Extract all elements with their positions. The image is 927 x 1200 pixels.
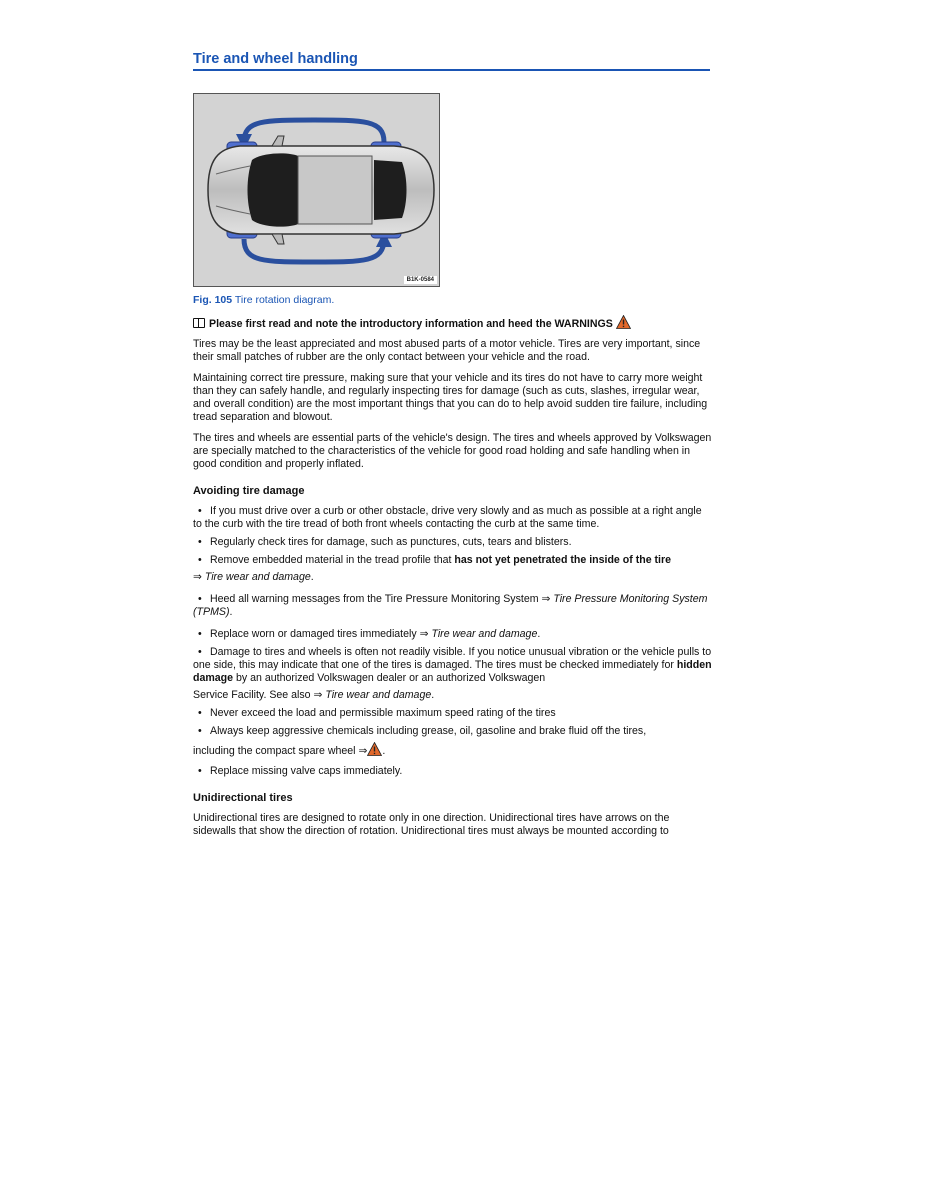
paragraph: Maintaining correct tire pressure, making sure that your vehicle and its tires do not have to carry more weight than they can safely handle, and regularly inspecting tires for damage (such as cuts, slashes, irregular wear, and overall condition) are the most important things that you can do to help avoid sudden tire failure, including tread separation and blowout.	[193, 372, 708, 423]
page-title: Tire and wheel handling	[193, 51, 710, 71]
cross-reference-link[interactable]: Tire wear and damage	[204, 571, 311, 583]
list-item-continuation	[193, 571, 713, 584]
list-item-text: Service Facility. See also ⇒	[193, 689, 326, 701]
bullet-list	[193, 505, 713, 778]
list-item	[193, 593, 713, 619]
bullet: •	[198, 593, 202, 605]
bullet: •	[198, 725, 202, 737]
list-item	[193, 725, 713, 760]
bullet: •	[198, 554, 202, 566]
intro-text: Please first read and note the introductory information and heed the WARNINGS	[209, 318, 613, 330]
list-item-continuation	[193, 689, 713, 702]
punctuation: .	[382, 745, 386, 757]
list-item-text: Replace missing valve caps immediately.	[210, 765, 403, 777]
list-item-text: including the compact spare wheel ⇒	[193, 745, 368, 757]
cross-reference-link[interactable]: Tire Pressure Monitoring System (TPMS)	[193, 593, 708, 618]
list-item-continuation	[193, 742, 713, 760]
list-item	[193, 505, 713, 531]
paragraph: The tires and wheels are essential parts of the vehicle's design. The tires and wheels approved by Volkswagen are specially matched to the characteristics of the vehicle for good road holding and safe handling when in good condition and properly inflated.	[193, 432, 712, 470]
list-item-text: Heed all warning messages from the Tire Pressure Monitoring System ⇒	[210, 593, 554, 605]
arrow-symbol: ⇒	[193, 571, 205, 583]
list-item-text: Never exceed the load and permissible maximum speed rating of the tires	[210, 707, 556, 719]
figure-code: B1K-0584	[404, 276, 437, 284]
rotation-arrow-icon	[244, 120, 384, 142]
figure-caption-text: Tire rotation diagram.	[234, 294, 335, 306]
tire-rotation-figure	[193, 93, 440, 287]
warning-icon[interactable]	[367, 742, 382, 760]
list-item-text: Regularly check tires for damage, such as punctures, cuts, tears and blisters.	[210, 536, 572, 548]
warning-icon[interactable]	[616, 315, 631, 333]
list-item	[193, 554, 713, 584]
intro-notice	[193, 315, 713, 333]
cross-reference-link[interactable]: Tire wear and damage	[325, 689, 432, 701]
list-item-emphasis: hidden damage	[193, 659, 712, 684]
punctuation: .	[431, 689, 435, 701]
section-heading: Unidirectional tires	[193, 792, 293, 804]
punctuation: .	[229, 606, 233, 618]
bullet: •	[198, 505, 202, 517]
punctuation: .	[310, 571, 314, 583]
list-item	[193, 536, 713, 549]
bullet: •	[198, 707, 202, 719]
cross-reference-link[interactable]: Tire wear and damage	[431, 628, 538, 640]
body-content	[193, 315, 713, 846]
section-heading: Avoiding tire damage	[193, 485, 305, 497]
bullet: •	[198, 536, 202, 548]
bullet: •	[198, 646, 202, 658]
list-item-text: Remove embedded material in the tread profile that	[210, 554, 455, 566]
car-top-view	[194, 94, 439, 286]
list-item	[193, 707, 713, 720]
list-item-text: Damage to tires and wheels is often not readily visible. If you notice unusual vibration or the vehicle pulls to one side, this may indicate that one of the tires is damaged. The tires must be checked immediately for	[193, 646, 712, 671]
rotation-arrow-icon	[244, 239, 384, 262]
figure-number: Fig. 105	[193, 294, 233, 306]
list-item-text: Replace worn or damaged tires immediately ⇒	[210, 628, 432, 640]
bullet: •	[198, 628, 202, 640]
list-item-text: by an authorized Volkswagen dealer or an authorized Volkswagen	[233, 672, 546, 684]
punctuation: .	[537, 628, 541, 640]
list-item	[193, 646, 713, 702]
list-item-text: If you must drive over a curb or other obstacle, drive very slowly and as much as possible at a right angle to the curb with the tire tread of both front wheels contacting the curb at the same time.	[193, 505, 702, 530]
list-item-text: Always keep aggressive chemicals including grease, oil, gasoline and brake fluid off the tires,	[210, 725, 647, 737]
list-item	[193, 628, 713, 641]
bullet: •	[198, 765, 202, 777]
book-icon	[193, 318, 205, 328]
list-item-emphasis: has not yet penetrated the inside of the tire	[454, 554, 672, 566]
paragraph: Tires may be the least appreciated and most abused parts of a motor vehicle. Tires are very important, since their small patches of rubber are the only contact between your vehicle and the road.	[193, 338, 701, 363]
figure-caption	[193, 294, 334, 306]
paragraph: Unidirectional tires are designed to rotate only in one direction. Unidirectional tires have arrows on the sidewalls that show the direction of rotation. Unidirectional tires must always be mounted according to	[193, 812, 670, 837]
list-item	[193, 765, 713, 778]
